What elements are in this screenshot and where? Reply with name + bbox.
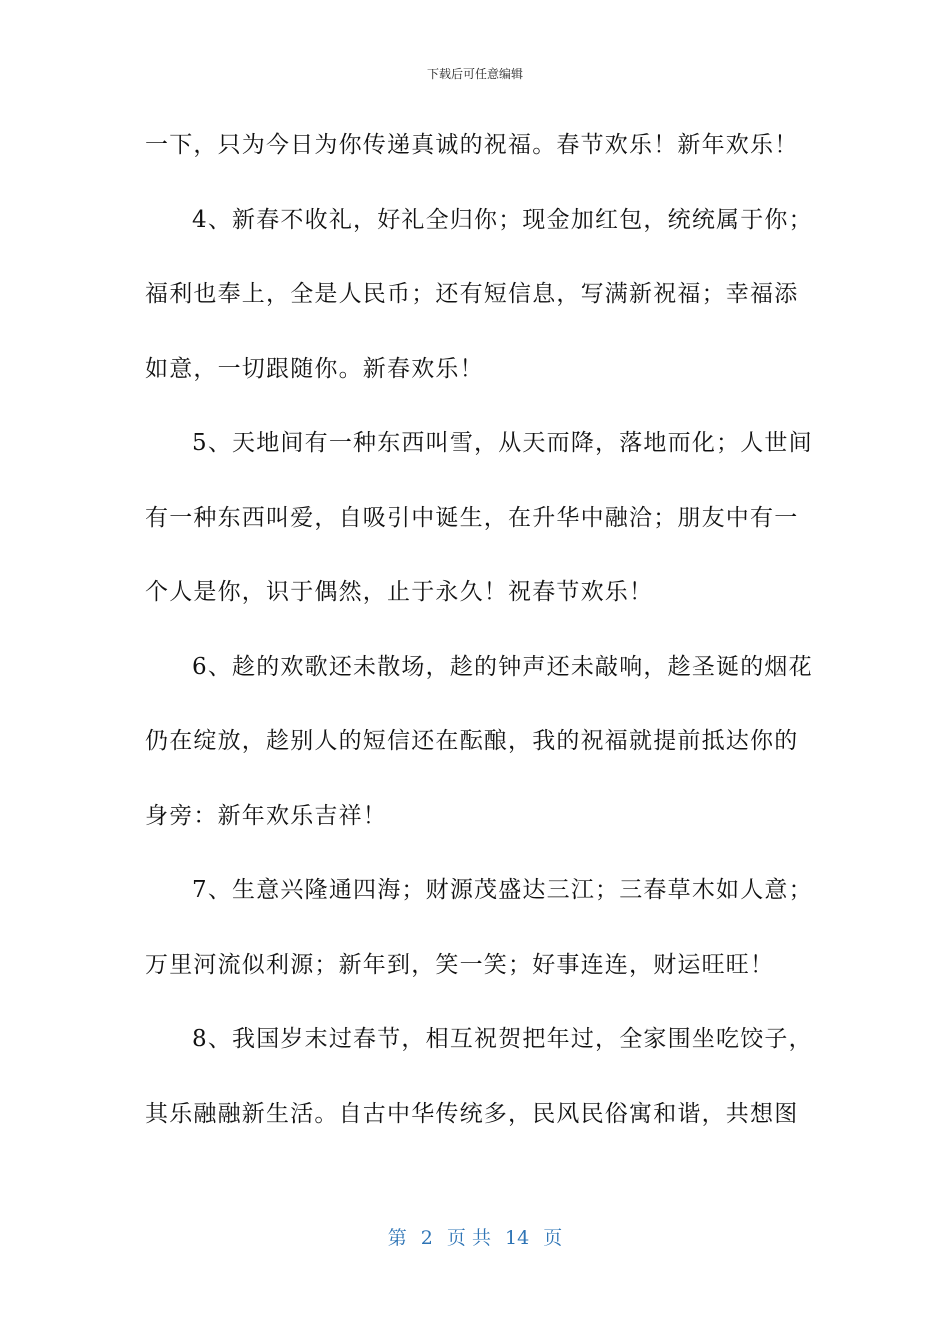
body-line: 福利也奉上，全是人民币；还有短信息，写满新祝福；幸福添 <box>145 281 799 307</box>
total-page-count: 14 <box>505 1227 530 1249</box>
body-line: 7、生意兴隆通四海；财源茂盛达三江；三春草木如人意； <box>192 877 813 903</box>
body-line: 万里河流似利源；新年到，笑一笑；好事连连，财运旺旺！ <box>145 951 775 978</box>
footer-middle: 页 共 <box>446 1227 491 1249</box>
body-line: 5、天地间有一种东西叫雪，从天而降，落地而化；人世间 <box>192 430 813 456</box>
body-line: 身旁：新年欢乐吉祥！ <box>145 802 387 829</box>
footer-prefix: 第 <box>387 1227 407 1249</box>
footer-suffix: 页 <box>543 1227 563 1249</box>
body-line: 8、我国岁末过春节，相互祝贺把年过，全家围坐吃饺子， <box>192 1026 813 1052</box>
current-page-number: 2 <box>420 1227 433 1249</box>
document-body <box>145 125 813 1168</box>
page-number-footer <box>0 1226 950 1250</box>
body-line: 仍在绽放，趁别人的短信还在酝酿，我的祝福就提前抵达你的 <box>145 728 799 754</box>
body-line: 如意，一切跟随你。新春欢乐！ <box>145 355 484 382</box>
page-header: 下载后可任意编辑 <box>426 67 523 81</box>
body-line: 一下，只为今日为你传递真诚的祝福。春节欢乐！新年欢乐！ <box>145 132 799 158</box>
body-line: 有一种东西叫爱，自吸引中诞生，在升华中融洽；朋友中有一 <box>145 504 799 531</box>
body-line: 4、新春不收礼，好礼全归你；现金加红包，统统属于你； <box>192 206 813 233</box>
body-line: 个人是你，识于偶然，止于永久！祝春节欢乐！ <box>145 579 654 605</box>
body-line: 其乐融融新生活。自古中华传统多，民风民俗寓和谐，共想图 <box>145 1100 799 1127</box>
body-line: 6、趁的欢歌还未散场，趁的钟声还未敲响，趁圣诞的烟花 <box>192 653 813 680</box>
